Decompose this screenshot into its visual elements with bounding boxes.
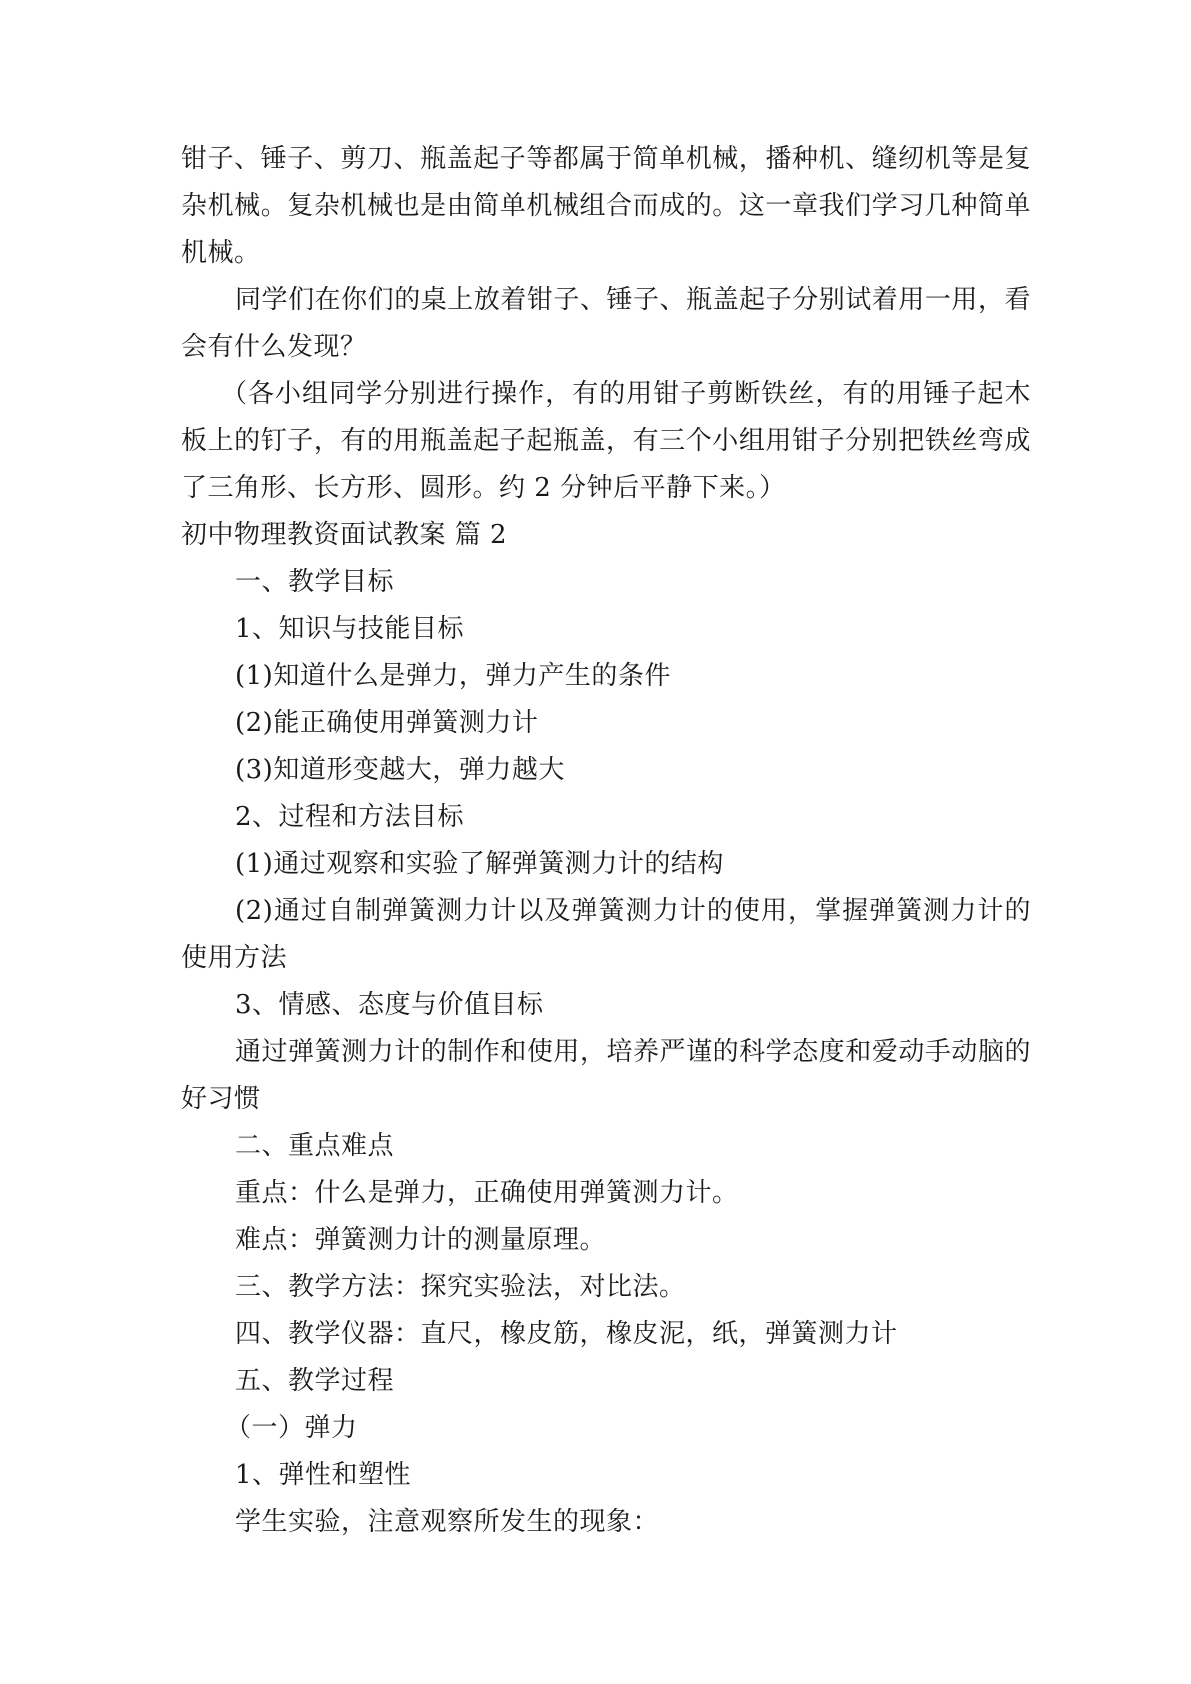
emotion-text: 通过弹簧测力计的制作和使用，培养严谨的科学态度和爱动手动脑的好习惯 bbox=[181, 1037, 1031, 1114]
teaching-process-title: 五、教学过程 bbox=[235, 1366, 395, 1396]
knowledge-item-3: (3)知道形变越大，弹力越大 bbox=[235, 755, 565, 785]
elasticity-heading: 1、弹性和塑性 bbox=[235, 1460, 412, 1490]
instruments-text: 四、教学仪器：直尺，橡皮筋，橡皮泥，纸，弹簧测力计 bbox=[235, 1319, 898, 1349]
activity-paragraph: （各小组同学分别进行操作，有的用钳子剪断铁丝，有的用锤子起木板上的钉子，有的用瓶盖起子起瓶盖，有三个小组用钳子分别把铁丝弯成了三角形、长方形、圆形。约 2 分钟后平静下来。） bbox=[181, 379, 1031, 503]
process-heading: 2、过程和方法目标 bbox=[235, 802, 465, 832]
method-text: 三、教学方法：探究实验法，对比法。 bbox=[235, 1272, 686, 1302]
process-item-2: (2)通过自制弹簧测力计以及弹簧测力计的使用，掌握弹簧测力计的使用方法 bbox=[181, 896, 1031, 973]
part-one-heading: （一）弹力 bbox=[225, 1413, 358, 1443]
knowledge-item-1: (1)知道什么是弹力，弹力产生的条件 bbox=[235, 661, 671, 691]
question-paragraph: 同学们在你们的桌上放着钳子、锤子、瓶盖起子分别试着用一用，看会有什么发现？ bbox=[181, 285, 1031, 362]
knowledge-heading: 1、知识与技能目标 bbox=[235, 614, 465, 644]
keypoint-text: 重点：什么是弹力，正确使用弹簧测力计。 bbox=[235, 1178, 739, 1208]
emotion-heading: 3、情感、态度与价值目标 bbox=[235, 990, 544, 1020]
process-item-1: (1)通过观察和实验了解弹簧测力计的结构 bbox=[235, 849, 724, 879]
knowledge-item-2: (2)能正确使用弹簧测力计 bbox=[235, 708, 539, 738]
keypoints-heading: 二、重点难点 bbox=[235, 1131, 395, 1161]
experiment-text: 学生实验，注意观察所发生的现象： bbox=[235, 1507, 660, 1537]
document-body bbox=[181, 136, 1031, 1546]
difficulty-text: 难点：弹簧测力计的测量原理。 bbox=[235, 1225, 607, 1255]
goals-heading: 一、教学目标 bbox=[235, 567, 395, 597]
intro-paragraph: 钳子、锤子、剪刀、瓶盖起子等都属于简单机械，播种机、缝纫机等是复杂机械。复杂机械也是由简单机械组合而成的。这一章我们学习几种简单机械。 bbox=[181, 144, 1031, 268]
section-title: 初中物理教资面试教案 篇 2 bbox=[181, 520, 508, 550]
